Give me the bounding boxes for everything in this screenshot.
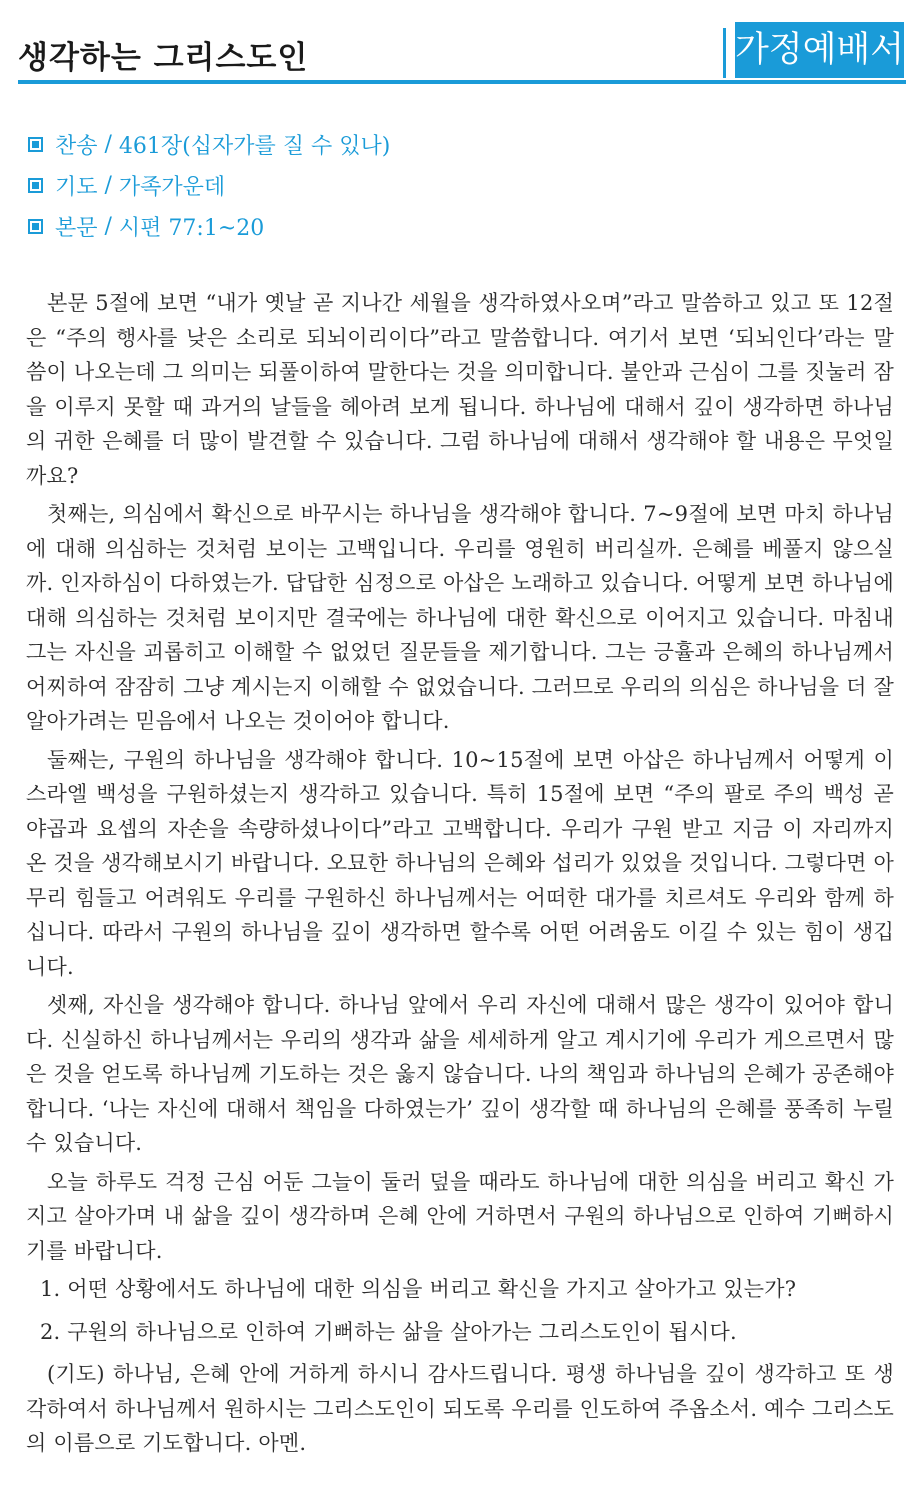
- info-separator: /: [97, 214, 119, 239]
- square-bullet-icon: [28, 178, 43, 193]
- info-separator: /: [97, 173, 119, 198]
- info-value: 가족가운데: [118, 175, 226, 200]
- reflection-question-1: 1. 어떤 상황에서도 하나님에 대한 의심을 버리고 확신을 가지고 살아가고 있는가?: [40, 1277, 797, 1301]
- header-rule: [18, 80, 906, 84]
- closing-prayer: (기도) 하나님, 은혜 안에 거하게 하시니 감사드립니다. 평생 하나님을 깊이 생각하고 또 생각하여서 하나님께서 원하시는 그리스도인이 되도록 우리를 인도하여 주옵소서. 예수 그리스도의 이름으로 기도합니다. 아멘.: [26, 1362, 894, 1455]
- info-hymn: [28, 124, 390, 165]
- reflection-question-2: 2. 구원의 하나님으로 인하여 기뻐하는 삶을 살아가는 그리스도인이 됩시다.: [40, 1319, 737, 1344]
- section-badge: 가정예배서: [735, 22, 904, 78]
- info-prayer: [28, 165, 390, 206]
- info-value: 시편 77:1~20: [118, 216, 265, 241]
- paragraph-first-point: 첫째는, 의심에서 확신으로 바꾸시는 하나님을 생각해야 합니다. 7~9절에 보면 마치 하나님에 대해 의심하는 것처럼 보이는 고백입니다. 우리를 영원히 버리실까. 은혜를 베풀지 않으실까. 인자하심이 다하였는가. 답답한 심정으로 아삽은 노래하고 있습니다. 어떻게 보면 하나님에 대해 의심하는 것처럼 보이지만 결국에는 하나님에 대한 확신으로 이어지고 있습니다. 마침내 그는 자신을 괴롭히고 이해할 수 없었던 질문들을 제기합니다. 그는 긍휼과 은혜의 하나님께서 어찌하여 잠잠히 그냥 계시는지 이해할 수 없었습니다. 그러므로 우리의 의심은 하나님을 더 잘 알아가려는 믿음에서 나오는 것이어야 합니다.: [26, 502, 894, 733]
- paragraph-second-point: 둘째는, 구원의 하나님을 생각해야 합니다. 10~15절에 보면 아삽은 하나님께서 어떻게 이스라엘 백성을 구원하셨는지 생각하고 있습니다. 특히 15절에 보면 “주의 팔로 주의 백성 곧 야곱과 요셉의 자손을 속량하셨나이다”라고 고백합니다. 우리가 구원 받고 지금 이 자리까지 온 것을 생각해보시기 바랍니다. 오묘한 하나님의 은혜와 섭리가 있었을 것입니다. 그렇다면 아무리 힘들고 어려워도 우리를 구원하신 하나님께서는 어떠한 대가를 치르셔도 우리와 함께 하십니다. 따라서 구원의 하나님을 깊이 생각하면 할수록 어떤 어려움도 이길 수 있는 힘이 생깁니다.: [26, 747, 894, 979]
- info-label: 기도: [55, 175, 98, 200]
- paragraph-intro: 본문 5절에 보면 “내가 옛날 곧 지나간 세월을 생각하였사오며”라고 말씀하고 있고 또 12절은 “주의 행사를 낮은 소리로 되뇌이리이다”라고 말씀합니다. 여기서 보면 ‘되뇌인다’라는 말씀이 나오는데 그 의미는 되풀이하여 말한다는 것을 의미합니다. 불안과 근심이 그를 짓눌러 잠을 이루지 못할 때 과거의 날들을 헤아려 보게 됩니다. 하나님에 대해서 깊이 생각하면 하나님의 귀한 은혜를 더 많이 발견할 수 있습니다. 그럼 하나님에 대해서 생각해야 할 내용은 무엇일까요?: [26, 291, 894, 488]
- info-scripture: [28, 206, 390, 247]
- paragraph-third-point: 셋째, 자신을 생각해야 합니다. 하나님 앞에서 우리 자신에 대해서 많은 생각이 있어야 합니다. 신실하신 하나님께서는 우리의 생각과 삶을 세세하게 알고 계시기에 우리가 게으르면서 많은 것을 얻도록 하나님께 기도하는 것은 옳지 않습니다. 나의 책임과 하나님의 은혜가 공존해야 합니다. ‘나는 자신에 대해서 책임을 다하였는가’ 깊이 생각할 때 하나님의 은혜를 풍족히 누릴 수 있습니다.: [26, 993, 894, 1155]
- header-divider: [723, 28, 726, 78]
- page-header: [18, 18, 906, 82]
- info-separator: /: [97, 132, 119, 157]
- paragraph-conclusion: 오늘 하루도 걱정 근심 어둔 그늘이 둘러 덮을 때라도 하나님에 대한 의심을 버리고 확신 가지고 살아가며 내 삶을 깊이 생각하며 은혜 안에 거하면서 구원의 하나님으로 인하여 기뻐하시기를 바랍니다.: [26, 1169, 894, 1263]
- sermon-body: [26, 286, 894, 1465]
- info-label: 찬송: [55, 134, 98, 159]
- page-title: 생각하는 그리스도인: [18, 40, 309, 76]
- square-bullet-icon: [28, 219, 43, 234]
- worship-info: [28, 124, 390, 247]
- info-value: 461장(십자가를 질 수 있나): [118, 134, 391, 159]
- info-label: 본문: [55, 216, 98, 241]
- square-bullet-icon: [28, 137, 43, 152]
